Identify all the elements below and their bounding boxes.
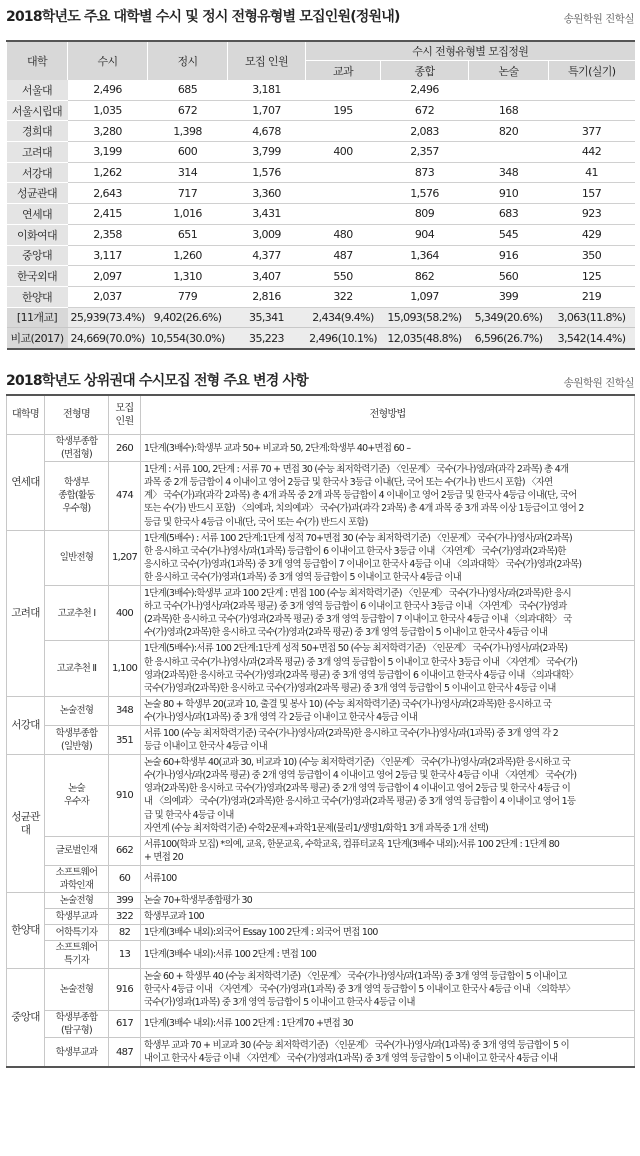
method-line: 내이고 한국사 4등급 이내 〈자연계〉 국수(가)영과(1과목) 중 3개 영역 등급합이 5 이내이고 한국사 4등급 이내: [144, 1053, 558, 1065]
type-name: [45, 725, 109, 754]
count-value: 617: [109, 1010, 141, 1037]
table-cell: 3,799: [228, 142, 306, 163]
table-cell: 2,358: [68, 224, 148, 245]
method-line: 국수(가)영과(2과목)한 응시하고 국수(가)영과(2과목 평균) 중 3개 영역 등급합이 5 이내이고 한국사 4등급 이내: [144, 682, 556, 694]
table-cell: 4,678: [228, 121, 306, 142]
summary-cell: 35,223: [228, 328, 306, 349]
method-line: 자연계 (수능 최저학력기준) 수학2문제+과학1문제(물리1/생명1/화학1 3개 과목중 1개 선택): [144, 822, 489, 834]
count-value: 322: [109, 909, 141, 925]
summary-cell: 15,093(58.2%): [381, 307, 469, 328]
table-cell: 2,037: [68, 286, 148, 307]
table-cell: 3,407: [228, 266, 306, 287]
table-cell: 1,262: [68, 162, 148, 183]
type-line: (일반형): [61, 741, 92, 753]
table-cell: 322: [306, 286, 381, 307]
header-univ: 대학명: [7, 395, 45, 435]
type-line: 논술: [68, 783, 85, 795]
method-line: 1단계(5배수):서류 100 2단계:1단계 성적 50+면접 50 (수능 최저학력기준) 〈인문계〉 국수(가나)영사/과(2과목): [144, 643, 568, 655]
type-line: 소프트웨어: [55, 942, 98, 954]
method-line: 등급 및 한국사 4등급 이내(단, 국어 또는 수(가) 반드시 포함): [144, 516, 368, 528]
method-line: 계〉 국수(가)과(과각 2과목) 총 4개 과목 중 2개 과목 등급합이 4 이내이고 영어 2등급 및 한국사 4등급 이내(단, 국어: [144, 490, 577, 502]
univ-name: 서울대: [7, 80, 68, 100]
table-row: [7, 142, 635, 163]
table-cell: 1,576: [228, 162, 306, 183]
table-row: [7, 865, 635, 892]
method-line: 1단계(3배수):학생부 교과 100 2단계 : 면접 100 (수능 최저학력기준) 〈인문계〉 국수(가나)영사/과(2과목)한 응시: [144, 588, 571, 600]
summary-row: [7, 328, 635, 349]
table-row: [7, 586, 635, 641]
method-line: + 면접 20: [144, 851, 183, 863]
type-name: [45, 893, 109, 909]
method-text: [141, 1010, 635, 1037]
type-line: 소프트웨어: [55, 866, 98, 878]
header-count: [109, 395, 141, 435]
method-line: 1단계 : 서류 100, 2단계 : 서류 70 + 면접 30 (수능 최저학력기준) 〈인문계〉 국수(가나)영/과(과각 2과목) 총 4개: [144, 464, 569, 476]
section1-source: 송원학원 진학실: [563, 13, 634, 25]
count-value: 351: [109, 725, 141, 754]
method-text: [141, 755, 635, 837]
table-cell: 3,431: [228, 204, 306, 225]
table-cell: 672: [381, 100, 469, 121]
table-cell: [306, 162, 381, 183]
header-count-2: 인원: [115, 416, 134, 427]
table-cell: 348: [469, 162, 549, 183]
univ-name: 한양대: [7, 893, 45, 968]
type-line: 학생부종합: [55, 1011, 98, 1023]
method-line: 논술 80 + 학생부 20(교과 10, 출결 및 봉사 10) (수능 최저학력기준) 국수(가나)영사/과(2과목)한 응시하고 국: [144, 698, 552, 710]
table-row: [7, 183, 635, 204]
method-text: [141, 530, 635, 585]
method-line: 한 응시하고 국수(가나)영사/과(2과목 평균) 중 3개 영역 등급합이 5 이내이고 한국사 3등급 이내 〈자연계〉 국수(가): [144, 656, 578, 668]
count-value: 662: [109, 836, 141, 865]
type-line: 논술전형: [59, 705, 94, 717]
table-cell: 1,364: [381, 245, 469, 266]
table-cell: 550: [306, 266, 381, 287]
table-cell: 2,415: [68, 204, 148, 225]
table-cell: 377: [549, 121, 635, 142]
header-total: 모집 인원: [228, 41, 306, 80]
summary-cell: 2,434(9.4%): [306, 307, 381, 328]
method-text: [141, 696, 635, 725]
table-cell: 685: [148, 80, 228, 100]
table-cell: 168: [469, 100, 549, 121]
table-cell: 560: [469, 266, 549, 287]
type-name: [45, 1038, 109, 1068]
table-cell: 195: [306, 100, 381, 121]
table-cell: 672: [148, 100, 228, 121]
table-row: [7, 755, 635, 837]
type-name: [45, 941, 109, 968]
table-cell: 487: [306, 245, 381, 266]
table-row: [7, 1038, 635, 1068]
summary-cell: 35,341: [228, 307, 306, 328]
method-text: [141, 1038, 635, 1068]
type-line: 우수자: [63, 796, 90, 808]
univ-name: 한국외대: [7, 266, 68, 287]
count-value: 474: [109, 462, 141, 530]
table-cell: 3,181: [228, 80, 306, 100]
count-value: 1,207: [109, 530, 141, 585]
type-name: [45, 462, 109, 530]
table-row: [7, 641, 635, 696]
section1-title: 2018학년도 주요 대학별 수시 및 정시 전형유형별 모집인원(정원내): [6, 9, 400, 25]
summary-cell: 25,939(73.4%): [68, 307, 148, 328]
table-row: [7, 80, 635, 100]
table-cell: 3,360: [228, 183, 306, 204]
table-row: [7, 100, 635, 121]
table-cell: 400: [306, 142, 381, 163]
table-row: [7, 1010, 635, 1037]
method-line: 하고 국수(가나)영사/과(2과목 평균) 중 3개 영역 등급합이 6 이내이고 한국사 3등급 이내 〈자연계〉 국수(가)영과: [144, 601, 567, 613]
method-line: 수(가)영과(2과목)한 응시하고 국수(가)영과(2과목 평균) 중 3개 영역 등급합이 5 이내이고 한국사 4등급 이내: [144, 627, 548, 639]
table-cell: [306, 204, 381, 225]
type-line: 논술전형: [59, 983, 94, 995]
summary-cell: 5,349(20.6%): [469, 307, 549, 328]
method-line: 학생부교과 100: [144, 911, 204, 923]
summary-cell: 3,542(14.4%): [549, 328, 635, 349]
method-line: 1단계(3배수):학생부 교과 50+ 비교과 50, 2단계:학생부 40+면접 60 –: [144, 442, 411, 454]
summary-cell: 9,402(26.6%): [148, 307, 228, 328]
method-line: 또는 수(가) 반드시 포함) 〈의예과, 치의예과〉 국수(가)과(과각 2과목) 총 4개 과목 중 3개 과목 이상 1등급이고 영어 2: [144, 503, 584, 515]
type-name: [45, 909, 109, 925]
method-line: 내 〈의예과〉 국수(가)영과(2과목)한 응시하고 국수(가)영과(2과목 평균) 중 3개 영역 등급합이 4 이내이고 영어 1등: [144, 796, 576, 808]
method-line: 서류 100 (수능 최저학력기준) 국수(가나)영사/과(2과목)한 응시하고 국수(가나)영사/과(1과목) 중 3개 영역 각 2: [144, 727, 558, 739]
table-cell: 399: [469, 286, 549, 307]
table-cell: 314: [148, 162, 228, 183]
table-cell: 809: [381, 204, 469, 225]
header-susi: 수시: [68, 41, 148, 80]
method-text: [141, 836, 635, 865]
header-jeongsi: 정시: [148, 41, 228, 80]
section2-source: 송원학원 진학실: [563, 377, 634, 389]
table-cell: 125: [549, 266, 635, 287]
table-cell: 3,280: [68, 121, 148, 142]
table-cell: 4,377: [228, 245, 306, 266]
table-cell: 862: [381, 266, 469, 287]
method-line: 수(가나)영사/과(1과목) 중 3개 영역 각 2등급 이내이고 한국사 4등급 이내: [144, 711, 418, 723]
method-line: 영과(2과목)한 응시하고 국수(가)영과(2과목 평균) 중 2개 영역 등급합이 4 이내이고 영어 2등급 및 한국사 4등급 이: [144, 783, 571, 795]
table-cell: 545: [469, 224, 549, 245]
method-line: 한 응시하고 국수(가)영과(1과목) 중 3개 영역 등급합이 5 이내이고 한국사 4등급 이내: [144, 571, 462, 583]
univ-name: 서강대: [7, 696, 45, 754]
method-text: [141, 435, 635, 462]
table-cell: 2,496: [68, 80, 148, 100]
table-row: [7, 836, 635, 865]
table-cell: 442: [549, 142, 635, 163]
type-name: [45, 925, 109, 941]
method-line: 1단계(3배수 내외):외국어 Essay 100 2단계 : 외국어 면접 100: [144, 927, 378, 939]
count-value: 260: [109, 435, 141, 462]
method-text: [141, 909, 635, 925]
table-cell: 910: [469, 183, 549, 204]
univ-name: 이화여대: [7, 224, 68, 245]
table-cell: 3,117: [68, 245, 148, 266]
method-line: 한국사 4등급 이내 〈자연계〉 국수(가)영과(1과목) 중 3개 영역 등급합이 5 이내이고 한국사 4등급 이내 〈의학부〉: [144, 983, 575, 995]
type-line: 학생부교과: [55, 1046, 98, 1058]
method-line: 서류100(학과 모집) *의예, 교육, 한문교육, 수학교육, 컴퓨터교육 1단계(3배수 내외):서류 100 2단계 : 1단계 80: [144, 838, 560, 850]
header-sub: 특기(실기): [549, 61, 635, 81]
univ-name: 고려대: [7, 530, 45, 696]
summary-row: [7, 307, 635, 328]
count-value: 399: [109, 893, 141, 909]
table-row: [7, 204, 635, 225]
table-cell: 1,398: [148, 121, 228, 142]
type-line: 과학인재: [59, 880, 94, 891]
count-value: 82: [109, 925, 141, 941]
method-text: [141, 865, 635, 892]
method-line: (2과목)한 응시하고 국수(가)영과(2과목 평균) 중 3개 영역 등급합이 7 이내이고 한국사 4등급 이내 〈의과대학〉 국: [144, 614, 572, 626]
table-cell: 651: [148, 224, 228, 245]
method-line: 1단계(5배수) : 서류 100 2단계:1단계 성적 70+면접 30 (수능 최저학력기준) 〈인문계〉 국수(가나)영사/과(2과목): [144, 532, 572, 544]
method-text: [141, 641, 635, 696]
table-row: [7, 530, 635, 585]
univ-name: 중앙대: [7, 245, 68, 266]
type-name: [45, 836, 109, 865]
recruitment-table: [6, 40, 635, 350]
method-text: [141, 968, 635, 1010]
summary-cell: 2,496(10.1%): [306, 328, 381, 349]
table-cell: 480: [306, 224, 381, 245]
table-cell: 219: [549, 286, 635, 307]
section2-title: 2018학년도 상위권대 수시모집 전형 주요 변경 사항: [6, 373, 308, 389]
univ-name: 한양대: [7, 286, 68, 307]
count-value: 13: [109, 941, 141, 968]
count-value: 487: [109, 1038, 141, 1068]
type-name: [45, 968, 109, 1010]
table-cell: 2,496: [381, 80, 469, 100]
univ-name: 연세대: [7, 204, 68, 225]
type-line: 논술전형: [59, 895, 94, 907]
table-cell: 873: [381, 162, 469, 183]
table-cell: 904: [381, 224, 469, 245]
method-line: 한 응시하고 국수(가나)영사/과(1과목) 등급합이 6 이내이고 한국사 3등급 이내 〈자연계〉 국수(가)영과(2과목)한: [144, 545, 566, 557]
count-value: 60: [109, 865, 141, 892]
table-cell: 3,199: [68, 142, 148, 163]
table-row: [7, 968, 635, 1010]
type-name: [45, 1010, 109, 1037]
header-sub: 교과: [306, 61, 381, 81]
type-line: 우수형): [62, 503, 91, 515]
type-line: (탐구형): [61, 1024, 92, 1036]
table-cell: 916: [469, 245, 549, 266]
count-value: 400: [109, 586, 141, 641]
type-line: 일반전형: [59, 552, 94, 564]
table-row: [7, 121, 635, 142]
type-line: 고교추천 Ⅱ: [56, 663, 97, 675]
type-name: [45, 696, 109, 725]
summary-cell: 10,554(30.0%): [148, 328, 228, 349]
table-row: [7, 224, 635, 245]
type-line: 학생부종합: [55, 436, 98, 447]
table-cell: [469, 80, 549, 100]
summary-cell: 24,669(70.0%): [68, 328, 148, 349]
type-name: [45, 530, 109, 585]
method-line: 과목 중 2개 등급합이 4 이내이고 영어 2등급 및 한국사 3등급 이내(단, 국어 또는 수(가나) 반드시 포함) 〈자연: [144, 477, 553, 489]
method-text: [141, 941, 635, 968]
method-line: 논술 70+학생부종합평가 30: [144, 895, 252, 907]
table-cell: 779: [148, 286, 228, 307]
count-value: 348: [109, 696, 141, 725]
table-row: [7, 941, 635, 968]
table-row: [7, 925, 635, 941]
univ-name: 연세대: [7, 435, 45, 531]
table-cell: 2,643: [68, 183, 148, 204]
table-cell: 350: [549, 245, 635, 266]
table-row: [7, 266, 635, 287]
table-cell: 41: [549, 162, 635, 183]
type-name: [45, 641, 109, 696]
type-name: [45, 865, 109, 892]
header-sub: 논술: [469, 61, 549, 81]
method-text: [141, 925, 635, 941]
method-text: [141, 462, 635, 530]
table-cell: 820: [469, 121, 549, 142]
table-cell: 683: [469, 204, 549, 225]
table-row: [7, 435, 635, 462]
table-cell: 2,097: [68, 266, 148, 287]
type-name: [45, 586, 109, 641]
method-line: 1단계(3배수 내외):서류 100 2단계 : 면접 100: [144, 948, 317, 960]
table-row: [7, 162, 635, 183]
table-cell: [306, 80, 381, 100]
table-cell: 2,357: [381, 142, 469, 163]
table-row: [7, 893, 635, 909]
method-text: [141, 725, 635, 754]
table-cell: [469, 142, 549, 163]
table-cell: 3,009: [228, 224, 306, 245]
summary-cell: 6,596(26.7%): [469, 328, 549, 349]
type-line: 어학특기자: [55, 927, 98, 939]
table-row: [7, 696, 635, 725]
univ-name: 경희대: [7, 121, 68, 142]
table-cell: 600: [148, 142, 228, 163]
univ-name: 서울시립대: [7, 100, 68, 121]
method-line: 응시하고 국수(가)영과(1과목) 중 3개 영역 등급합이 7 이내이고 한국사 4등급 이내 〈의과대학〉 국수(가)영과(2과목): [144, 558, 582, 570]
header-method: 전형방법: [141, 395, 635, 435]
method-line: 국수(가)영과(1과목) 중 3개 영역 등급합이 5 이내이고 한국사 4등급 이내: [144, 996, 415, 1008]
type-line: 학생부교과: [55, 911, 98, 923]
method-line: 급 및 한국사 4등급 이내: [144, 809, 234, 821]
type-line: 고교추천 Ⅰ: [57, 607, 96, 619]
table-cell: 1,576: [381, 183, 469, 204]
method-line: 등급 이내이고 한국사 4등급 이내: [144, 741, 268, 753]
table-cell: 429: [549, 224, 635, 245]
count-value: 916: [109, 968, 141, 1010]
header-type: 전형명: [45, 395, 109, 435]
method-text: [141, 893, 635, 909]
method-line: 1단계(3배수 내외):서류 100 2단계 : 1단계70 +면접 30: [144, 1018, 353, 1030]
type-line: 글로벌인재: [55, 845, 98, 857]
table-cell: [306, 121, 381, 142]
table-cell: [549, 80, 635, 100]
summary-label: [11개교]: [7, 307, 68, 328]
section1-header: [0, 6, 640, 26]
univ-name: 성균관대: [7, 183, 68, 204]
method-line: 학생부 교과 70 + 비교과 30 (수능 최저학력기준) 〈인문계〉 국수(가나)영사/과(1과목) 중 3개 영역 등급합이 5 이: [144, 1040, 569, 1052]
type-name: [45, 755, 109, 837]
section2-header: [0, 370, 640, 390]
count-value: 1,100: [109, 641, 141, 696]
summary-label: 비교(2017): [7, 328, 68, 349]
table-cell: 1,260: [148, 245, 228, 266]
table-cell: 2,083: [381, 121, 469, 142]
header-univ: 대학: [7, 41, 68, 80]
summary-cell: 12,035(48.8%): [381, 328, 469, 349]
type-line: 학생부종합: [55, 727, 98, 739]
summary-cell: 3,063(11.8%): [549, 307, 635, 328]
type-line: (면접형): [61, 449, 92, 461]
table-cell: 1,097: [381, 286, 469, 307]
table-cell: 717: [148, 183, 228, 204]
table-cell: 1,707: [228, 100, 306, 121]
header-sub: 종합: [381, 61, 469, 81]
table-row: [7, 245, 635, 266]
univ-name: 고려대: [7, 142, 68, 163]
method-line: 서류100: [144, 873, 177, 885]
method-text: [141, 586, 635, 641]
table-cell: 1,310: [148, 266, 228, 287]
table-cell: 923: [549, 204, 635, 225]
univ-name: 성균관대: [7, 755, 45, 893]
type-line: 종합(활동: [58, 490, 95, 502]
method-line: 논술 60 + 학생부 40 (수능 최저학력기준) 〈인문계〉 국수(가나)영사/과(1과목) 중 3개 영역 등급합이 5 이내이고: [144, 970, 567, 982]
table-row: [7, 462, 635, 530]
header-group: 수시 전형유형별 모집정원: [306, 41, 635, 61]
count-value: 910: [109, 755, 141, 837]
header-count-1: 모집: [115, 402, 134, 414]
univ-name: 서강대: [7, 162, 68, 183]
table-row: [7, 725, 635, 754]
type-line: 특기자: [63, 955, 90, 967]
table-cell: [306, 183, 381, 204]
method-line: 수(가나)영사/과(2과목 평균) 중 2개 영역 등급합이 4 이내이고 영어 2등급 및 한국사 4등급 이내 〈자연계〉 국수(가): [144, 770, 577, 782]
method-line: 논술 60+학생부 40(교과 30, 비교과 10) (수능 최저학력기준) 〈인문계〉 국수(가나)영사/과(2과목)한 응시하고 국: [144, 757, 571, 769]
table-row: [7, 909, 635, 925]
univ-name: 중앙대: [7, 968, 45, 1067]
type-line: 학생부: [63, 477, 90, 489]
method-line: 영과(2과목)한 응시하고 국수(가)영과(2과목 평균) 중 3개 영역 등급합이 6 이내이고 한국사 4등급 이내 〈의과대학〉: [144, 669, 578, 681]
changes-table: [6, 394, 635, 1068]
table-cell: 1,035: [68, 100, 148, 121]
table-cell: 2,816: [228, 286, 306, 307]
table-cell: 1,016: [148, 204, 228, 225]
type-name: [45, 435, 109, 462]
table-cell: 157: [549, 183, 635, 204]
table-row: [7, 286, 635, 307]
table-cell: [549, 100, 635, 121]
